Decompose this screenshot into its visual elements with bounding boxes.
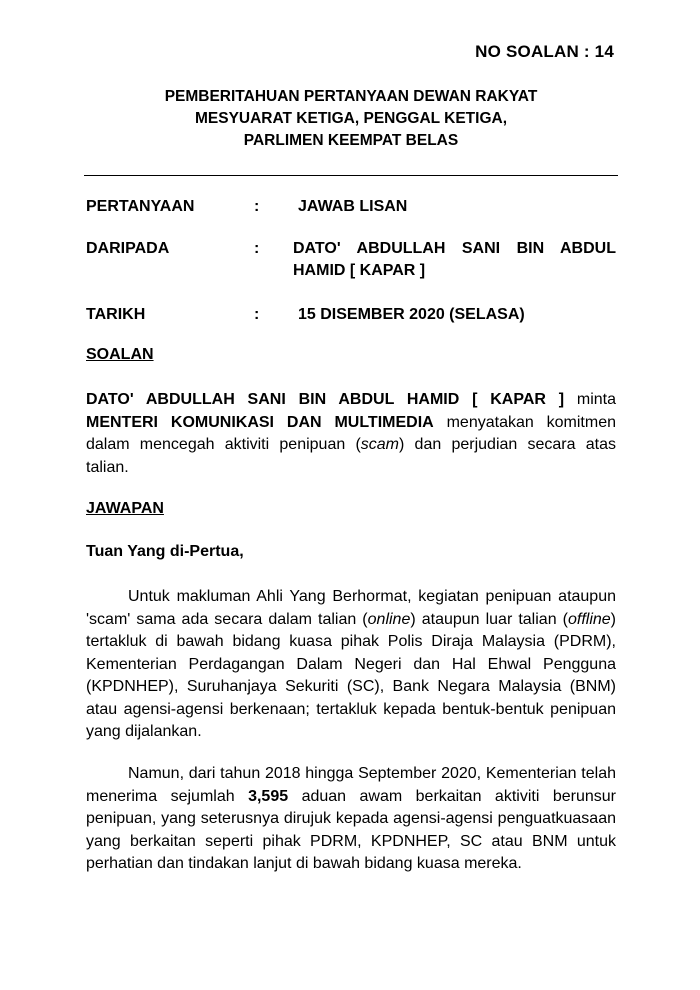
meta-colon: : <box>254 306 260 323</box>
meta-colon: : <box>254 240 260 257</box>
complaint-count: 3,595 <box>248 787 289 805</box>
question-text-1: minta <box>564 391 616 408</box>
question-number: NO SOALAN : 14 <box>475 42 614 61</box>
meta-label-pertanyaan: PERTANYAAN <box>86 198 195 215</box>
ministry-name: MENTERI KOMUNIKASI DAN MULTIMEDIA <box>86 413 434 431</box>
answer-p2-text-a: Namun, dari tahun 2018 hingga September 2020, Kementerian telah menerima sejumlah <box>86 765 616 805</box>
answer-p1-text-a: Untuk makluman Ahli Yang Berhormat, kegiatan penipuan ataupun 'scam' sama ada secara dalam talian ( <box>86 588 616 628</box>
section-title-soalan: SOALAN <box>86 346 154 363</box>
meta-value-pertanyaan: JAWAB LISAN <box>298 198 408 215</box>
meta-value-daripada-line-1: DATO' ABDULLAH SANI BIN ABDUL <box>293 240 616 257</box>
answer-p1-text-b: ) ataupun luar talian ( <box>410 610 568 628</box>
scam-term: scam <box>360 436 400 453</box>
meta-label-daripada: DARIPADA <box>86 240 170 257</box>
meta-label-tarikh: TARIKH <box>86 306 146 323</box>
answer-p2-text-b: aduan awam berkaitan aktiviti berunsur penipuan, yang seterusnya dirujuk kepada agensi-agensi penguatkuasaan yang berkaitan seperti pihak PDRM, KPDNHEP, SC atau BNM untuk perhatian dan tindakan lanjut di bawah bidang kuasa mereka. <box>86 787 616 872</box>
header-line-1: PEMBERITAHUAN PERTANYAAN DEWAN RAKYAT <box>164 88 538 105</box>
answer-paragraph-2 <box>86 763 616 876</box>
document-header <box>86 86 616 152</box>
question-text-3: ) dan perjudian secara atas talian. <box>86 436 616 476</box>
online-term: online <box>367 610 411 628</box>
question-text-2: menyatakan komitmen dalam mencegah aktiviti penipuan ( <box>86 413 617 453</box>
meta-value-daripada-line-2: HAMID [ KAPAR ] <box>293 262 426 279</box>
header-divider <box>84 175 618 176</box>
answer-paragraph-1 <box>86 586 616 744</box>
offline-term: offline <box>567 610 611 628</box>
answer-p1-text-c: ) tertakluk di bawah bidang kuasa pihak Polis Diraja Malaysia (PDRM), Kementerian Perdagangan Dalam Negeri dan Hal Ehwal Pengguna (KPDNHEP), Suruhanjaya Sekuriti (SC), Bank Negara Malaysia (BNM) atau agensi-agensi berkenaan; tertakluk kepada bentuk-bentuk penipuan yang dijalankan. <box>86 610 616 740</box>
section-title-jawapan: JAWAPAN <box>86 500 164 517</box>
salutation: Tuan Yang di-Pertua, <box>86 543 244 560</box>
meta-value-tarikh: 15 DISEMBER 2020 (SELASA) <box>298 306 525 323</box>
header-line-2: MESYUARAT KETIGA, PENGGAL KETIGA, <box>194 110 508 127</box>
meta-colon: : <box>254 198 260 215</box>
meta-value-daripada <box>293 238 616 282</box>
question-paragraph <box>86 389 616 479</box>
header-line-3: PARLIMEN KEEMPAT BELAS <box>243 132 459 149</box>
asker-name: DATO' ABDULLAH SANI BIN ABDUL HAMID [ KAPAR ] <box>86 391 565 408</box>
